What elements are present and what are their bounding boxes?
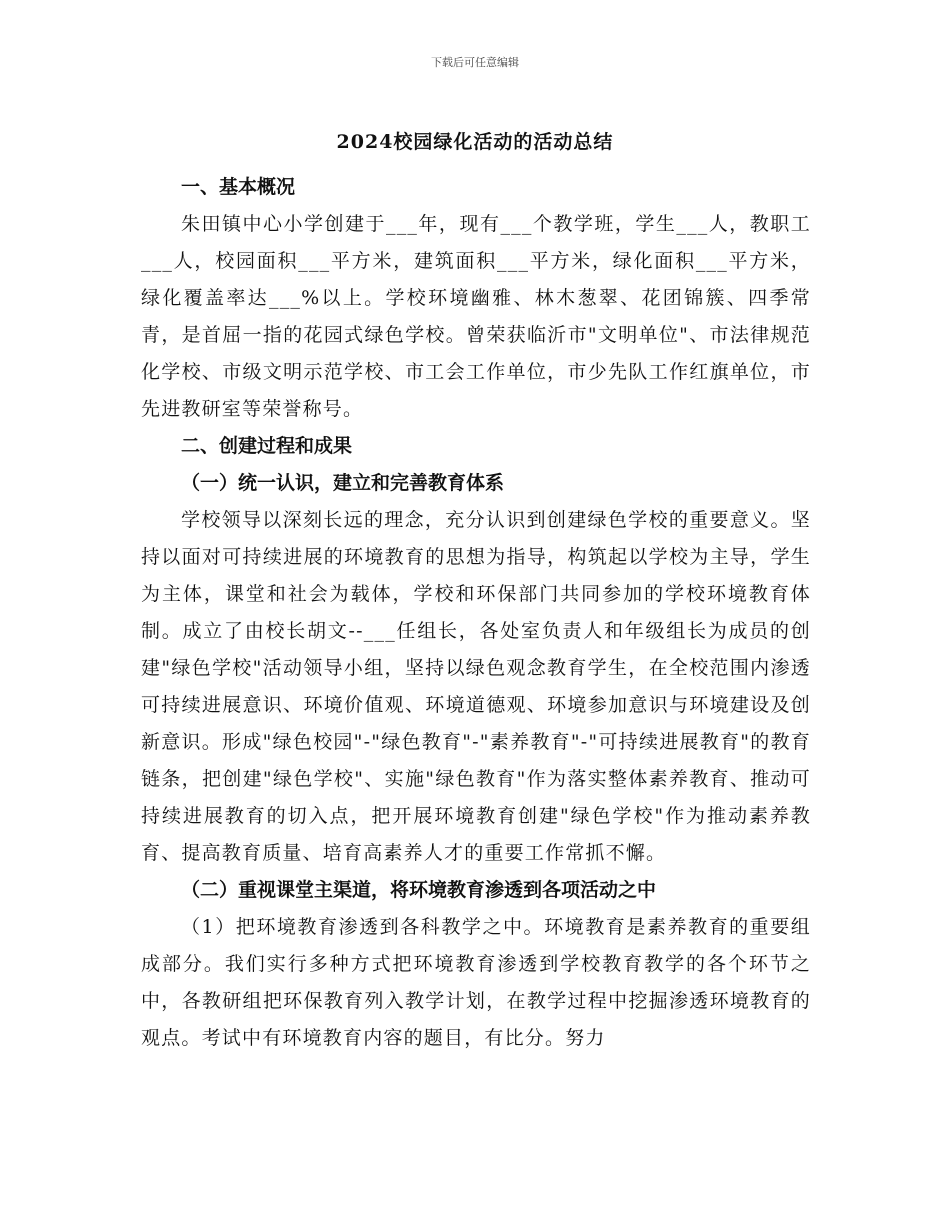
paragraph-subsection-2: （1）把环境教育渗透到各科教学之中。环境教育是素养教育的重要组成部分。我们实行多种方式把环境教育渗透到学校教育教学的各个环节之中，各教研组把环保教育列入教学计划，在教学过程中挖掘渗透环境教育的观点。考试中有环境教育内容的题目，有比分。努力 xyxy=(141,916,811,1049)
section-heading-basic-overview: 一、基本概况 xyxy=(181,176,296,198)
document-body xyxy=(141,169,811,1057)
subsection-heading-1: （一）统一认识，建立和完善教育体系 xyxy=(181,472,505,494)
paragraph-basic-overview: 朱田镇中心小学创建于___年，现有___个教学班，学生___人，教职工___人，校园面积___平方米，建筑面积___平方米，绿化面积___平方米，绿化覆盖率达___%以上。学校环境幽雅、林木葱翠、花团锦簇、四季常青，是首屈一指的花园式绿色学校。曾荣获临沂市"文明单位"、市法律规范化学校、市级文明示范学校、市工会工作单位，市少先队工作红旗单位，市先进教研室等荣誉称号。 xyxy=(141,213,811,420)
document-title: 2024校园绿化活动的活动总结 xyxy=(336,131,614,153)
page-header-note: 下载后可任意编辑 xyxy=(431,56,519,69)
section-heading-process-results: 二、创建过程和成果 xyxy=(181,435,353,457)
paragraph-subsection-1: 学校领导以深刻长远的理念，充分认识到创建绿色学校的重要意义。坚持以面对可持续进展的环境教育的思想为指导，构筑起以学校为主导，学生为主体，课堂和社会为载体，学校和环保部门共同参加的学校环境教育体制。成立了由校长胡文--___任组长，各处室负责人和年级组长为成员的创建"绿色学校"活动领导小组，坚持以绿色观念教育学生，在全校范围内渗透可持续进展意识、环境价值观、环境道德观、环境参加意识与环境建设及创新意识。形成"绿色校园"-"绿色教育"-"素养教育"-"可持续进展教育"的教育链条，把创建"绿色学校"、实施"绿色教育"作为落实整体素养教育、推动可持续进展教育的切入点，把开展环境教育创建"绿色学校"作为推动素养教育、提高教育质量、培育高素养人才的重要工作常抓不懈。 xyxy=(141,509,811,864)
subsection-heading-2: （二）重视课堂主渠道，将环境教育渗透到各项活动之中 xyxy=(181,879,657,901)
